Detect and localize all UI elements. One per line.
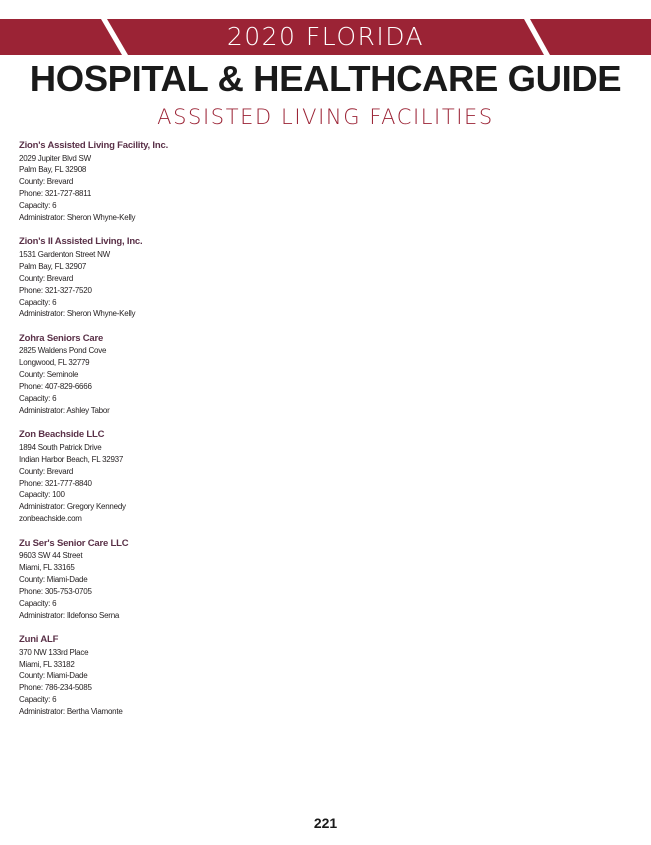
facility-name: Zon Beachside LLC (19, 429, 105, 441)
facility-detail-line: 1531 Gardenton Street NW (19, 249, 110, 259)
page-title: HOSPITAL & HEALTHCARE GUIDE (29, 58, 622, 99)
facility-detail-line: Administrator: Sheron Whyne-Kelly (19, 213, 136, 223)
section-title: ASSISTED LIVING FACILITIES (157, 105, 494, 129)
facility-detail-line: County: Brevard (19, 177, 74, 187)
facility-detail-line: Palm Bay, FL 32907 (19, 261, 87, 271)
facility-detail-line: Longwood, FL 32779 (19, 358, 90, 368)
facility-name: Zion's II Assisted Living, Inc. (19, 236, 143, 248)
facility-entry (19, 333, 419, 417)
facility-name: Zohra Seniors Care (19, 332, 104, 344)
facility-detail-line: Administrator: Bertha Viamonte (19, 707, 123, 717)
facility-detail-line: Administrator: Ashley Tabor (19, 405, 110, 415)
facility-detail-line: County: Brevard (19, 273, 74, 283)
facility-detail-line: Phone: 321-777-8840 (19, 478, 92, 488)
facility-detail-line: 370 NW 133rd Place (19, 647, 89, 657)
facility-detail-line: Capacity: 6 (19, 297, 57, 307)
facility-entry (19, 236, 419, 320)
facility-detail-line: Phone: 786-234-5085 (19, 683, 92, 693)
facility-detail-line: 9603 SW 44 Street (19, 551, 83, 561)
facility-detail-line: 1894 South Patrick Drive (19, 442, 102, 452)
facility-entry (19, 634, 419, 718)
facility-detail-line: Phone: 305-753-0705 (19, 586, 92, 596)
facility-detail-line: County: Brevard (19, 466, 74, 476)
facility-detail-line: 2029 Jupiter Blvd SW (19, 153, 91, 163)
facility-detail-line: County: Seminole (19, 370, 79, 380)
facility-detail-line: Phone: 407-829-6666 (19, 382, 92, 392)
facility-detail-line: Capacity: 6 (19, 695, 57, 705)
facility-entry (19, 429, 419, 525)
facility-detail-line: Capacity: 6 (19, 394, 57, 403)
facility-detail-line: Indian Harbor Beach, FL 32937 (19, 454, 124, 464)
facility-detail-line: Administrator: Ildefonso Serna (19, 610, 120, 620)
facility-detail-line: Palm Bay, FL 32908 (19, 165, 87, 175)
facility-detail-line: Capacity: 100 (19, 490, 65, 500)
facility-detail-line: County: Miami-Dade (19, 574, 88, 584)
facility-detail-line: Capacity: 6 (19, 598, 57, 608)
facility-detail-line: Administrator: Gregory Kennedy (19, 502, 126, 512)
facility-detail-line: County: Miami-Dade (19, 671, 88, 681)
facility-detail-line: Capacity: 6 (19, 201, 57, 211)
page-number: 221 (313, 815, 338, 831)
facility-detail-line: Phone: 321-727-8811 (19, 189, 92, 199)
facility-detail-line: Phone: 321-327-7520 (19, 285, 92, 295)
facility-detail-line: Administrator: Sheron Whyne-Kelly (19, 309, 136, 319)
facility-detail-line: Miami, FL 33165 (19, 563, 75, 573)
facility-entry (19, 140, 419, 224)
header-banner (0, 19, 651, 55)
facility-name: Zion's Assisted Living Facility, Inc. (19, 140, 169, 151)
facility-detail-line: zonbeachside.com (19, 514, 82, 524)
facility-name: Zuni ALF (19, 634, 59, 646)
facility-detail-line: Miami, FL 33182 (19, 659, 75, 669)
facility-entry (19, 538, 419, 622)
facility-listing (19, 140, 419, 731)
banner-title: 2020 FLORIDA (226, 22, 425, 51)
facility-detail-line: 2825 Waldens Pond Cove (19, 346, 107, 356)
facility-name: Zu Ser's Senior Care LLC (19, 537, 129, 549)
